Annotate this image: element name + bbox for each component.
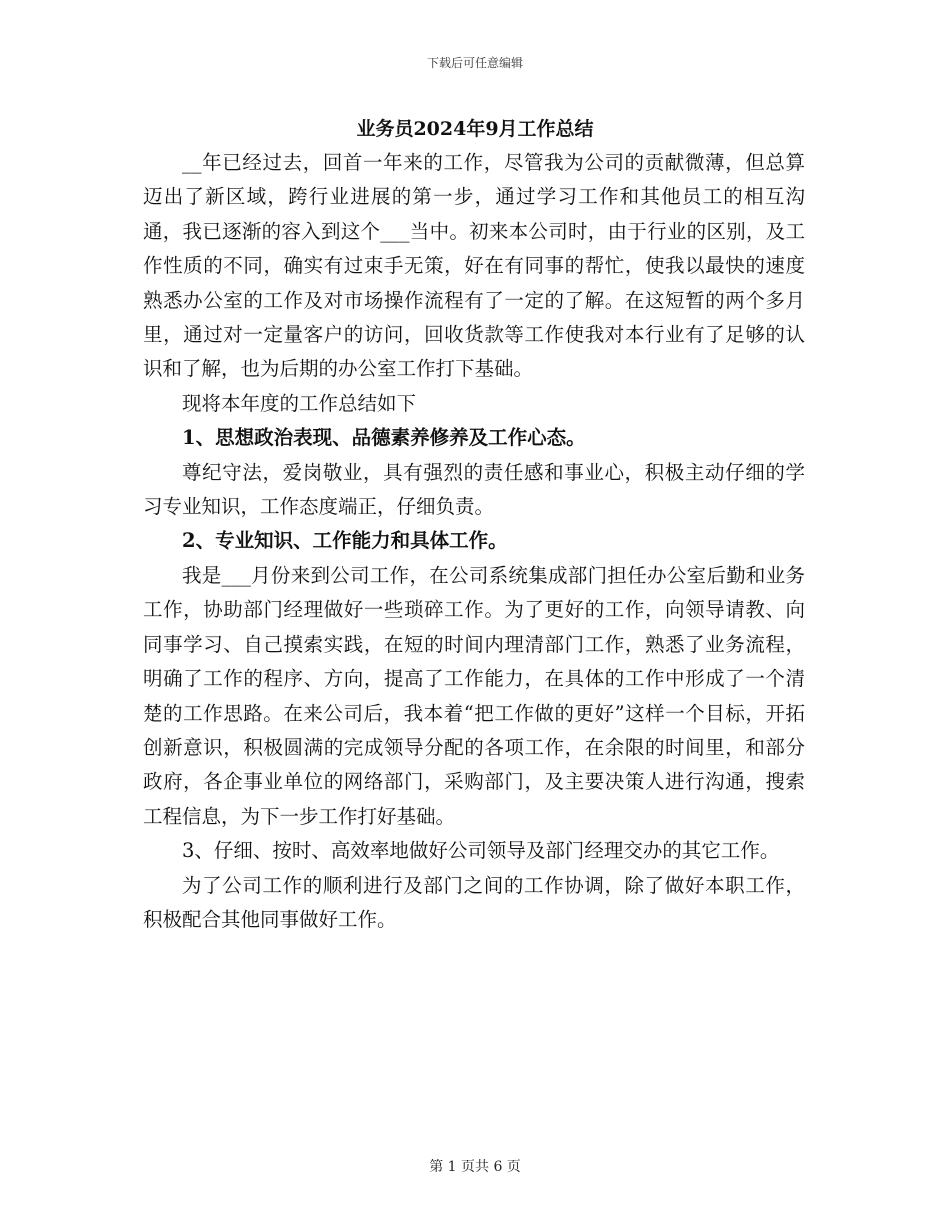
paragraph-section-2: 我是___月份来到公司工作，在公司系统集成部门担任办公室后勤和业务工作，协助部门经理做好一些琐碎工作。为了更好的工作，向领导请教、向同事学习、自己摸索实践，在短的时间内理清部门工作，熟悉了业务流程，明确了工作的程序、方向，提高了工作能力，在具体的工作中形成了一个清楚的工作思路。在来公司后，我本着“把工作做的更好”这样一个目标，开拓创新意识，积极圆满的完成领导分配的各项工作，在余限的时间里，和部分政府，各企事业单位的网络部门，采购部门，及主要决策人进行沟通，搜索工程信息，为下一步工作打好基础。	[143, 563, 805, 828]
section-heading-1: 1、思想政治表现、品德素养修养及工作心态。	[182, 426, 586, 450]
section-heading-3: 3、仔细、按时、高效率地做好公司领导及部门经理交办的其它工作。	[182, 839, 780, 863]
paragraph-section-1: 尊纪守法，爱岗敬业，具有强烈的责任感和事业心，积极主动仔细的学习专业知识，工作态度端正，仔细负责。	[143, 460, 805, 519]
paragraph-summary-lead: 现将本年度的工作总结如下	[182, 391, 417, 415]
section-heading-2: 2、专业知识、工作能力和具体工作。	[182, 529, 508, 553]
document-body	[143, 146, 805, 937]
paragraph-section-3: 为了公司工作的顺利进行及部门之间的工作协调，除了做好本职工作，积极配合其他同事做好工作。	[143, 873, 805, 931]
paragraph-intro: __年已经过去，回首一年来的工作，尽管我为公司的贡献微薄，但总算迈出了新区域，跨行业进展的第一步，通过学习工作和其他员工的相互沟通，我已逐渐的容入到这个___当中。初来本公司时，由于行业的区别，及工作性质的不同，确实有过束手无策，好在有同事的帮忙，使我以最快的速度熟悉办公室的工作及对市场操作流程有了一定的了解。在这短暂的两个多月里，通过对一定量客户的访问，回收货款等工作使我对本行业有了足够的认识和了解，也为后期的办公室工作打下基础。	[143, 151, 805, 381]
page-header-note: 下载后可任意编辑	[426, 56, 523, 70]
page-number: 第 1 页共 6 页	[429, 1159, 521, 1175]
document-title: 业务员2024年9月工作总结	[356, 118, 594, 140]
